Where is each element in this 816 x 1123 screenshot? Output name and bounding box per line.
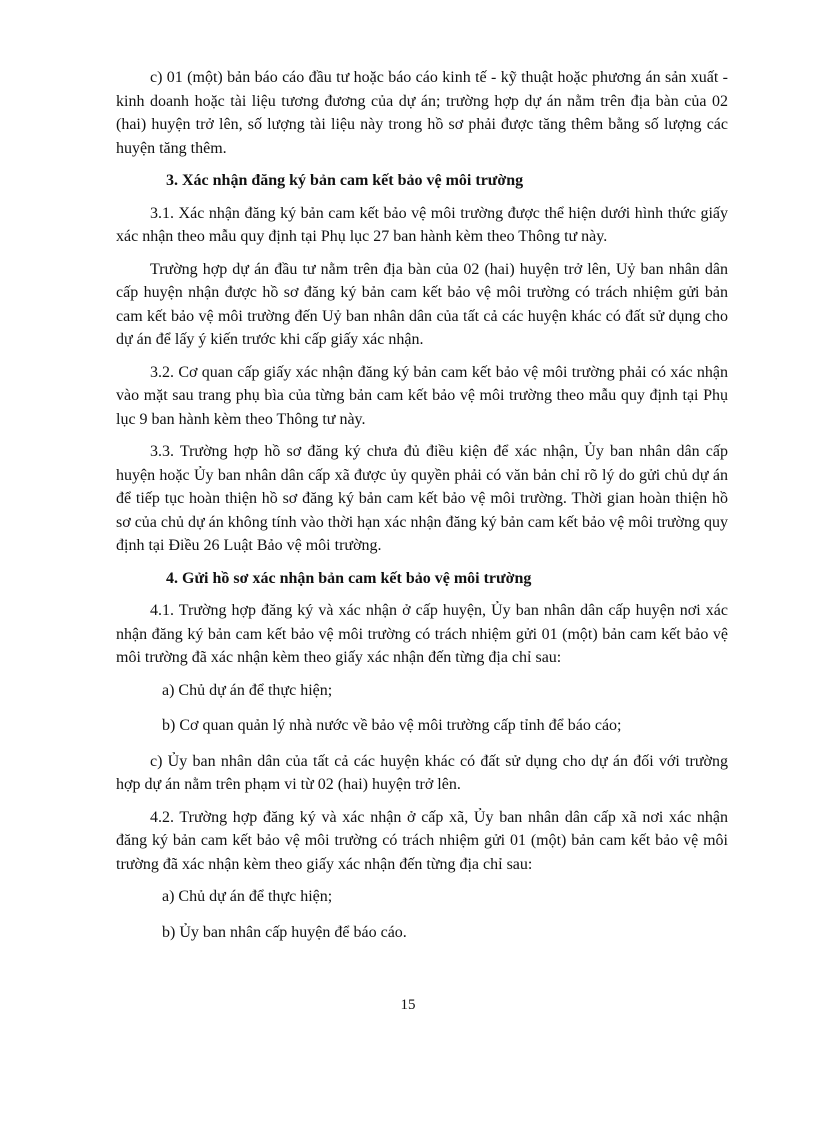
paragraph-4-2: 4.2. Trường hợp đăng ký và xác nhận ở cấp xã, Ủy ban nhân dân cấp xã nơi xác nhận đăng ký bản cam kết bảo vệ môi trường có trách nhiệm gửi 01 (một) bản cam kết bảo vệ môi trường đã xác nhận kèm theo giấy xác nhận đến từng địa chỉ sau: [116,808,728,873]
page-number: 15 [400,997,416,1013]
document-page [116,66,728,956]
list-item-4-1-b: b) Cơ quan quản lý nhà nước về bảo vệ môi trường cấp tỉnh để báo cáo; [162,717,622,734]
section-heading-4: 4. Gửi hồ sơ xác nhận bản cam kết bảo vệ môi trường [166,569,532,587]
list-item-4-2-b: b) Ủy ban nhân cấp huyện để báo cáo. [162,923,407,941]
list-item-4-1-c: c) Ủy ban nhân dân của tất cả các huyện khác có đất sử dụng cho dự án đối với trường hợp dự án nằm trên phạm vi từ 02 (hai) huyện trở lên. [116,752,728,793]
paragraph-c-item: c) 01 (một) bản báo cáo đầu tư hoặc báo cáo kinh tế - kỹ thuật hoặc phương án sản xuất - kinh doanh hoặc tài liệu tương đương của dự án; trường hợp dự án nằm trên địa bàn của 02 (hai) huyện trở lên, số lượng tài liệu này trong hồ sơ phải được tăng thêm bằng số lượng các huyện tăng thêm. [116,69,728,157]
section-heading-3: 3. Xác nhận đăng ký bản cam kết bảo vệ môi trường [166,172,524,189]
list-item-4-1-a: a) Chủ dự án để thực hiện; [162,681,333,699]
paragraph-4-1: 4.1. Trường hợp đăng ký và xác nhận ở cấp huyện, Ủy ban nhân dân cấp huyện nơi xác nhận đăng ký bản cam kết bảo vệ môi trường có trách nhiệm gửi 01 (một) bản cam kết bảo vệ môi trường đã xác nhận kèm theo giấy xác nhận đến từng địa chỉ sau: [116,602,728,666]
paragraph-3-1-continued: Trường hợp dự án đầu tư nằm trên địa bàn của 02 (hai) huyện trở lên, Uỷ ban nhân dân cấp huyện nhận được hồ sơ đăng ký bản cam kết bảo vệ môi trường có trách nhiệm gửi bản cam kết bảo vệ môi trường đến Uỷ ban nhân dân của tất cả các huyện khác có đất sử dụng cho dự án để lấy ý kiến trước khi cấp giấy xác nhận. [116,260,728,348]
paragraph-3-3: 3.3. Trường hợp hồ sơ đăng ký chưa đủ điều kiện để xác nhận, Ủy ban nhân dân cấp huyện hoặc Ủy ban nhân dân cấp xã được ủy quyền phải có văn bản chỉ rõ lý do gửi chủ dự án để tiếp tục hoàn thiện hồ sơ đăng ký bản cam kết bảo vệ môi trường. Thời gian hoàn thiện hồ sơ của chủ dự án không tính vào thời hạn xác nhận đăng ký bản cam kết bảo vệ môi trường quy định tại Điều 26 Luật Bảo vệ môi trường. [116,443,728,554]
paragraph-3-1: 3.1. Xác nhận đăng ký bản cam kết bảo vệ môi trường được thể hiện dưới hình thức giấy xác nhận theo mẫu quy định tại Phụ lục 27 ban hành kèm theo Thông tư này. [116,204,728,245]
paragraph-3-2: 3.2. Cơ quan cấp giấy xác nhận đăng ký bản cam kết bảo vệ môi trường phải có xác nhận vào mặt sau trang phụ bìa của từng bản cam kết bảo vệ môi trường theo mẫu quy định tại Phụ lục 9 ban hành kèm theo Thông tư này. [116,363,728,428]
list-item-4-2-a: a) Chủ dự án để thực hiện; [162,888,333,905]
